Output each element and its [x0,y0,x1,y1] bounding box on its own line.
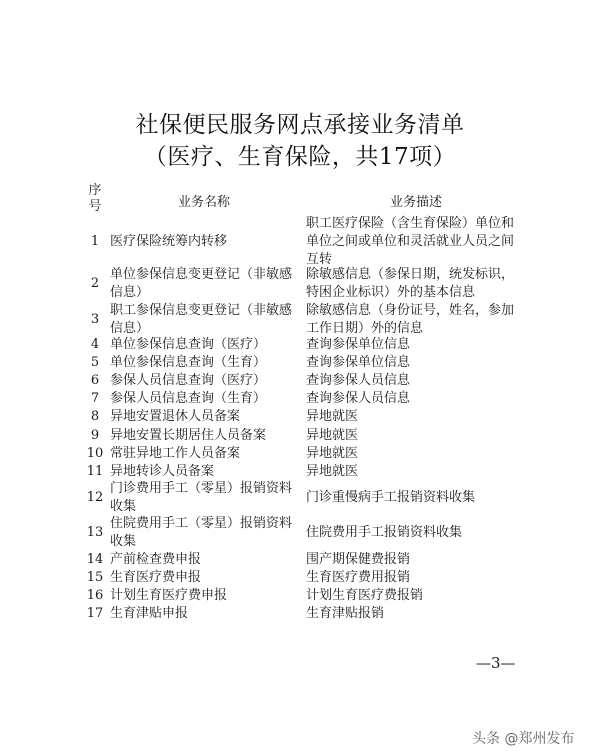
row-name: 单位参保信息变更登记（非敏感信息） [110,267,293,300]
row-desc: 查询参保人员信息 [306,373,411,388]
row-number: 16 [86,588,104,603]
row-name: 参保人员信息查询（医疗） [110,373,267,388]
table-row [82,302,532,338]
row-number: 17 [86,606,104,621]
row-name: 生育津贴申报 [110,606,189,621]
row-desc: 生育津贴报销 [306,606,385,621]
row-number: 7 [90,391,100,406]
source-watermark: 头条 @郑州发布 [472,731,575,747]
column-header-no: 序号 [88,183,102,214]
row-desc: 异地就医 [306,428,359,443]
row-desc: 住院费用手工报销资料收集 [306,525,463,540]
row-number: 15 [86,570,104,585]
row-desc: 生育医疗费用报销 [306,570,411,585]
row-number: 1 [90,234,100,249]
document-subtitle: （医疗、生育保险，共17项） [143,144,457,170]
row-name: 住院费用手工（零星）报销资料收集 [110,516,293,549]
row-number: 12 [86,490,104,505]
document-title: 社保便民服务网点承接业务清单 [135,112,465,138]
table-row [82,408,532,426]
row-name: 门诊费用手工（零星）报销资料收集 [110,481,293,514]
row-desc: 围产期保健费报销 [306,552,411,567]
row-number: 2 [90,276,100,291]
row-desc: 计划生育医疗费报销 [306,588,424,603]
row-name: 单位参保信息查询（生育） [110,355,267,370]
table-row [82,463,532,481]
row-desc: 查询参保人员信息 [306,391,411,406]
table-row [82,266,532,302]
row-number: 13 [86,525,104,540]
row-desc: 异地就医 [306,409,359,424]
row-desc: 查询参保单位信息 [306,337,411,352]
table-row [82,445,532,463]
table-row [82,427,532,445]
row-number: 4 [90,337,100,352]
table-row [82,480,532,516]
row-number: 3 [90,312,100,327]
table-row [82,569,532,587]
row-name: 生育医疗费申报 [110,570,202,585]
table-row [82,551,532,569]
table-row [82,515,532,551]
row-name: 单位参保信息查询（医疗） [110,337,267,352]
page-number: —3— [476,654,516,672]
table-row [82,390,532,408]
row-number: 9 [90,428,100,443]
row-number: 5 [90,355,100,370]
row-name: 职工参保信息变更登记（非敏感信息） [110,303,293,336]
row-number: 8 [90,409,100,424]
row-number: 6 [90,373,100,388]
table-row [82,354,532,372]
column-header-desc: 业务描述 [390,195,443,210]
row-desc: 除敏感信息（身份证号，姓名，参加工作日期）外的信息 [306,303,515,336]
row-name: 产前检查费申报 [110,552,202,567]
row-name: 常驻异地工作人员备案 [110,446,241,461]
row-desc: 职工医疗保险（含生育保险）单位和单位之间或单位和灵活就业人员之间互转 [306,216,515,267]
row-number: 10 [86,446,104,461]
row-name: 异地安置长期居住人员备案 [110,428,267,443]
row-name: 参保人员信息查询（生育） [110,391,267,406]
row-name: 异地转诊人员备案 [110,464,215,479]
row-desc: 查询参保单位信息 [306,355,411,370]
table-row [82,336,532,354]
row-name: 计划生育医疗费申报 [110,588,228,603]
table-row [82,605,532,623]
table-row [82,372,532,390]
row-desc: 异地就医 [306,464,359,479]
table-row [82,215,532,269]
table-row [82,587,532,605]
row-desc: 除敏感信息（参保日期，统发标识，特困企业标识）外的基本信息 [306,267,515,300]
row-name: 异地安置退休人员备案 [110,409,241,424]
row-desc: 异地就医 [306,446,359,461]
row-name: 医疗保险统筹内转移 [110,234,228,249]
row-desc: 门诊重慢病手工报销资料收集 [306,490,476,505]
row-number: 14 [86,552,104,567]
row-number: 11 [86,464,104,479]
column-header-name: 业务名称 [178,195,231,210]
